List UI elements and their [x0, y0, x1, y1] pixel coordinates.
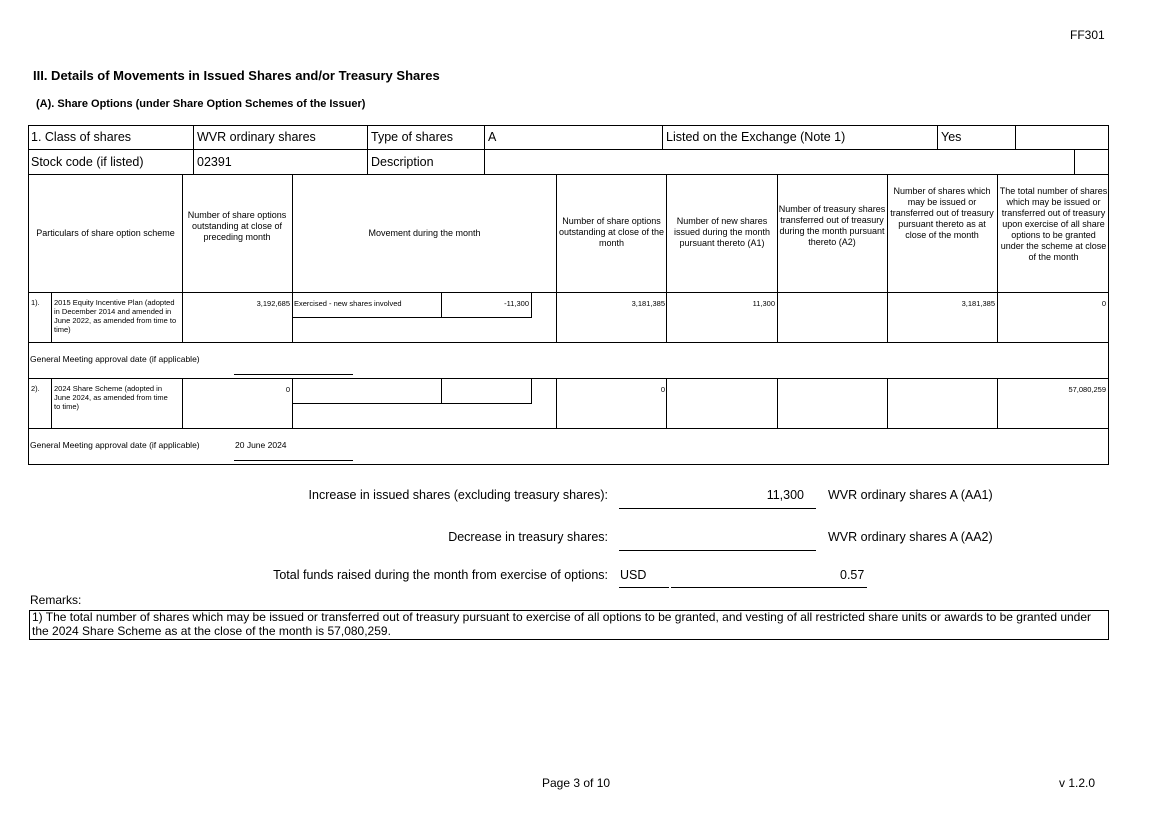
row-1-new-shares[interactable]: 11,300: [752, 299, 775, 308]
row-1-total-may-be-issued[interactable]: 0: [1101, 299, 1106, 308]
funds-value[interactable]: 0.57: [840, 568, 865, 582]
funds-label: Total funds raised during the month from exercise of options:: [273, 568, 608, 582]
page-number: Page 3 of 10: [542, 776, 611, 790]
decrease-unit: WVR ordinary shares A (AA2): [828, 530, 993, 544]
row-1-movement-value[interactable]: -11,300: [504, 299, 529, 308]
increase-value[interactable]: 11,300: [766, 488, 804, 502]
stock-code-value[interactable]: 02391: [197, 155, 232, 169]
increase-label: Increase in issued shares (excluding treasury shares):: [308, 488, 608, 502]
class-of-shares-value[interactable]: WVR ordinary shares: [197, 130, 316, 144]
row-2-outstanding-close[interactable]: 0: [660, 385, 665, 394]
row-1-approval-label: General Meeting approval date (if applicable): [30, 354, 200, 364]
increase-unit: WVR ordinary shares A (AA1): [828, 488, 993, 502]
row-2-total-may-be-issued[interactable]: 57,080,259: [1068, 385, 1106, 394]
col-outstanding-close: Number of share options outstanding at close of the month: [558, 216, 665, 248]
row-1-scheme: 2015 Equity Incentive Plan (adopted in December 2014 and amended in June 2022, as amended from time to time): [54, 298, 177, 334]
section-title: III. Details of Movements in Issued Shares and/or Treasury Shares: [33, 68, 440, 83]
description-label: Description: [371, 155, 434, 169]
col-may-be-issued: Number of shares which may be issued or transferred out of treasury pursuant thereto as at close of the month: [890, 186, 994, 240]
col-outstanding-prev: Number of share options outstanding at close of preceding month: [187, 210, 287, 242]
row-1-outstanding-close[interactable]: 3,181,385: [631, 299, 665, 308]
col-new-shares: Number of new shares issued during the month pursuant thereto (A1): [673, 216, 771, 248]
subsection-title: (A). Share Options (under Share Option Schemes of the Issuer): [36, 98, 366, 110]
row-1-movement-type[interactable]: Exercised - new shares involved: [294, 299, 402, 308]
type-of-shares-label: Type of shares: [371, 130, 453, 144]
col-total-may-be-issued: The total number of shares which may be issued or transferred out of treasury upon exercise of all share options to be granted under the scheme at close of the month: [999, 186, 1108, 262]
row-2-scheme: 2024 Share Scheme (adopted in June 2024, as amended from time to time): [54, 384, 168, 411]
version: v 1.2.0: [1059, 776, 1096, 790]
row-1-approval-underline: [234, 374, 353, 375]
listed-label: Listed on the Exchange (Note 1): [666, 130, 846, 144]
funds-currency: USD: [620, 568, 647, 582]
form-code: FF301: [1070, 28, 1105, 42]
row-2-approval-underline: [234, 460, 353, 461]
remarks-label: Remarks:: [30, 593, 82, 607]
row-1-index: 1).: [31, 298, 40, 307]
row-2-index: 2).: [31, 384, 40, 393]
class-of-shares-label: 1. Class of shares: [31, 130, 132, 144]
row-2-approval-date[interactable]: 20 June 2024: [235, 440, 287, 450]
row-2-approval-label: General Meeting approval date (if applicable): [30, 440, 200, 450]
type-of-shares-value[interactable]: A: [488, 130, 497, 144]
col-movement: Movement during the month: [368, 228, 481, 238]
decrease-label: Decrease in treasury shares:: [448, 530, 608, 544]
row-1-may-be-issued[interactable]: 3,181,385: [961, 299, 995, 308]
stock-code-label: Stock code (if listed): [31, 155, 144, 169]
col-particulars: Particulars of share option scheme: [36, 228, 175, 238]
remarks-text[interactable]: 1) The total number of shares which may be issued or transferred out of treasury pursuant to exercise of all options to be granted, and vesting of all restricted share units or awards to be granted under the 2024 Share Scheme as at the close of the month is 57,080,259.: [29, 610, 1109, 640]
col-treasury-transferred: Number of treasury shares transferred out of treasury during the month pursuant thereto (A2): [778, 204, 886, 247]
listed-value[interactable]: Yes: [941, 130, 962, 144]
row-1-outstanding-prev[interactable]: 3,192,685: [256, 299, 290, 308]
row-2-outstanding-prev[interactable]: 0: [285, 385, 290, 394]
